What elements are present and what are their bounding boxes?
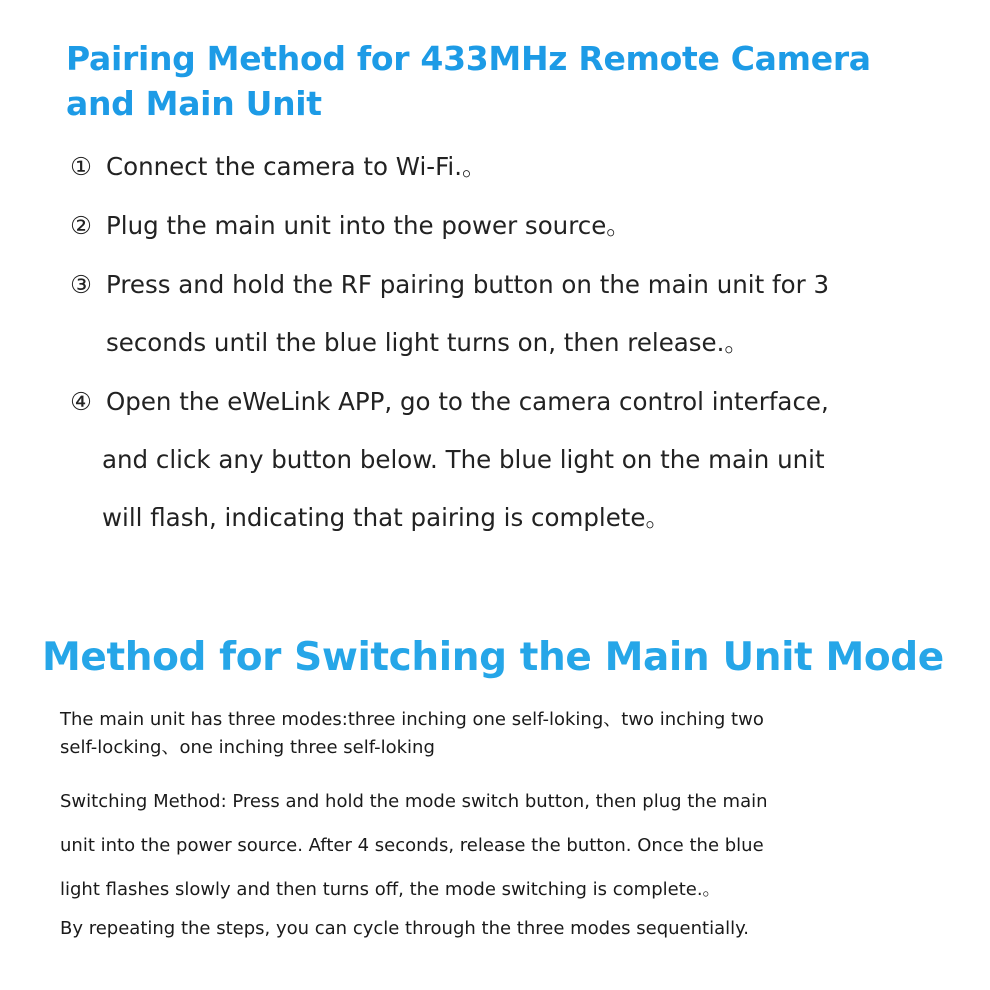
pairing-step-4: [70, 373, 950, 547]
step-1-marker: ①: [70, 152, 92, 181]
step-3-text-line-1: Press and hold the RF pairing button on the main unit for 3: [106, 270, 830, 299]
pairing-step-3: [70, 256, 950, 372]
mode-switching-title: Method for Switching the Main Unit Mode: [42, 635, 944, 680]
pairing-step-2: [70, 197, 950, 255]
step-4-text-line-2: and click any button below. The blue light on the main unit: [102, 445, 825, 474]
step-3-marker: ③: [70, 270, 92, 299]
step-1-text: Connect the camera to Wi-Fi.。: [106, 152, 487, 181]
step-4-text-line-3: will flash, indicating that pairing is complete。: [102, 503, 670, 532]
step-2-marker: ②: [70, 211, 92, 240]
step-2-text: Plug the main unit into the power source。: [106, 211, 631, 240]
modes-line-2: self-locking、one inching three self-loking: [60, 737, 435, 758]
switching-line-1: Switching Method: Press and hold the mode switch button, then plug the main: [60, 791, 768, 812]
repeat-steps-note: By repeating the steps, you can cycle through the three modes sequentially.: [60, 918, 749, 939]
step-4-text-line-1: Open the eWeLink APP, go to the camera control interface,: [106, 387, 829, 416]
modes-line-1: The main unit has three modes:three inching one self-loking、two inching two: [60, 709, 764, 730]
pairing-step-1: [70, 138, 950, 196]
switching-line-3: light flashes slowly and then turns off, the mode switching is complete.。: [60, 879, 721, 900]
step-4-marker: ④: [70, 387, 92, 416]
switching-line-2: unit into the power source. After 4 seconds, release the button. Once the blue: [60, 835, 764, 856]
modes-description: [60, 706, 960, 762]
step-3-text-line-2: seconds until the blue light turns on, then release.。: [106, 328, 749, 357]
switching-method-paragraph: [60, 780, 960, 912]
pairing-method-title: Pairing Method for 433MHz Remote Camera and Main Unit: [66, 39, 871, 123]
